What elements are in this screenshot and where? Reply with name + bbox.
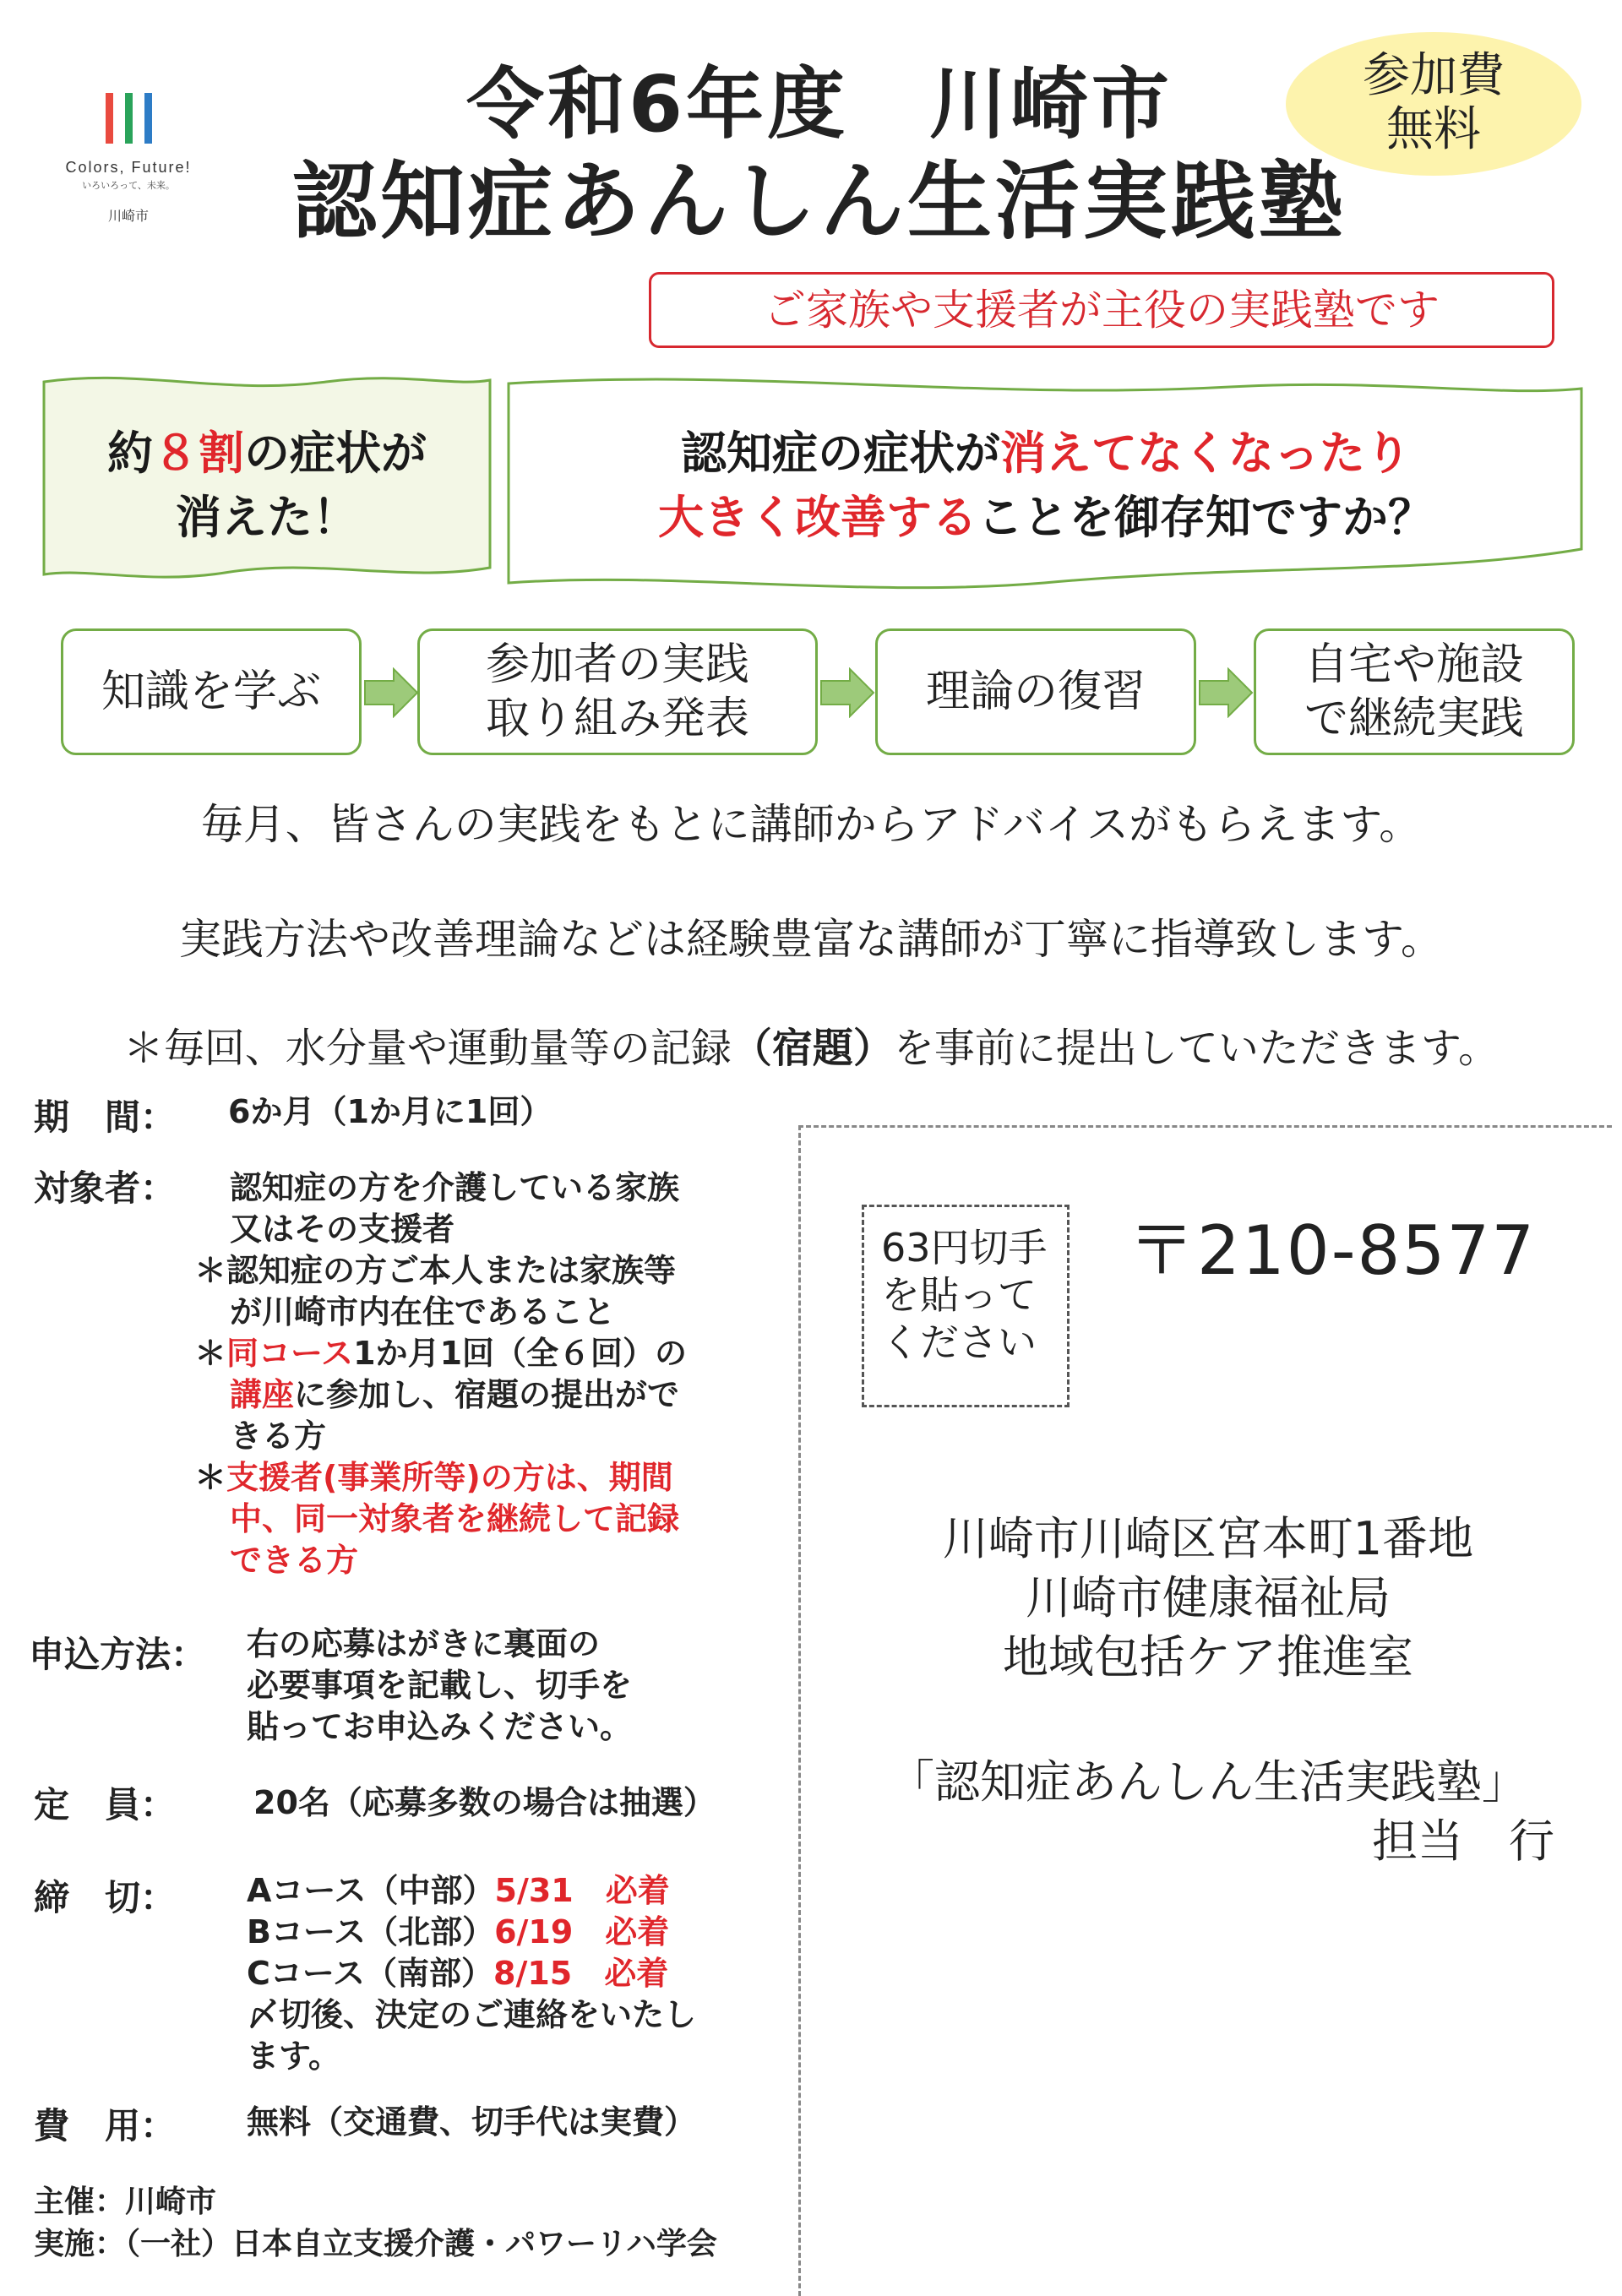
logo-tagline: Colors, Future! [65, 159, 192, 176]
banner-left [39, 372, 495, 583]
title-line2: 認知症あんしん生活実践塾 [292, 152, 1347, 251]
flow-step-learn: 知識を学ぶ [61, 628, 362, 755]
cost-value: 無料（交通費、切手代は実費） [247, 2103, 697, 2141]
apply-values [247, 1624, 632, 1748]
deadline-c: Cコース（南部）8/15 必着 [247, 1955, 669, 1992]
arrow-right-icon [819, 667, 875, 718]
target-line8: ＊支援者(事業所等)の方は、期間 [194, 1459, 673, 1496]
desc-line2: 実践方法や改善理論などは経験豊富な講師が丁寧に指導致します。 [179, 915, 1443, 964]
flow-step-review: 理論の復習 [875, 628, 1196, 755]
desc-line1: 毎月、皆さんの実践をもとに講師からアドバイスがもらえます。 [200, 800, 1422, 849]
arrow-right-icon [1198, 667, 1254, 718]
target-conditions [194, 1250, 687, 1581]
address-line5: 担当 行 [1372, 1814, 1554, 1868]
postal-code: 〒210-8577 [1128, 1211, 1537, 1290]
organizer: 実施：（一社）日本自立支援介護・パワーリハ学会 [34, 2227, 717, 2261]
banner-left-line1: 約８割の症状が [107, 427, 427, 480]
target-line5: ＊同コース1か月1回（全６回）の [194, 1335, 688, 1372]
deadline-a: Aコース（中部）5/31 必着 [247, 1872, 670, 1909]
apply-line3: 貼ってお申込みください。 [247, 1708, 633, 1745]
target-line10: できる方 [230, 1542, 359, 1579]
apply-line1: 右の応募はがきに裏面の [247, 1625, 601, 1662]
fee-badge [1286, 32, 1581, 176]
target-line9: 中、同一対象者を継続して記録 [230, 1500, 680, 1537]
logo-tagline-jp: いろいろって、未来。 [82, 180, 175, 191]
deadline-b: Bコース（北部）6/19 必着 [247, 1913, 670, 1951]
deadline-note2: ます。 [247, 2038, 340, 2075]
city-logo [61, 93, 196, 225]
capacity-label: 定 員： [34, 1784, 177, 1825]
logo-bars-icon [61, 93, 196, 144]
title-line1: 令和6年度 川崎市 [465, 59, 1173, 150]
stamp-line3: ください [881, 1319, 1037, 1365]
target-line7: きる方 [230, 1417, 327, 1455]
deadline-values [247, 1870, 696, 2077]
banner-right-line1: 認知症の症状が消えてなくなったり [681, 427, 1411, 480]
banner-right [503, 372, 1588, 591]
banner-right-line2: 大きく改善することを御存知ですか？ [658, 491, 1434, 544]
arrow-right-icon [363, 667, 419, 718]
period-label: 期 間： [34, 1096, 177, 1138]
target-label: 対象者： [34, 1167, 177, 1209]
stamp-box [862, 1205, 1070, 1407]
address-line1: 川崎市川崎区宮本町1番地 [942, 1512, 1474, 1565]
target-line3: ＊認知症の方ご本人または家族等 [194, 1252, 677, 1289]
address-line4: 「認知症あんしん生活実践塾」 [889, 1755, 1527, 1809]
cost-label: 費 用： [34, 2105, 177, 2146]
address-line3: 地域包括ケア推進室 [1003, 1630, 1413, 1684]
subtitle-box: ご家族や支援者が主役の実践塾です [649, 272, 1554, 348]
target-line2: 又はその支援者 [230, 1211, 455, 1248]
deadline-label: 締 切： [34, 1877, 177, 1918]
apply-line2: 必要事項を記載し、切手を [247, 1667, 633, 1704]
target-line4: が川崎市内在住であること [230, 1293, 616, 1330]
capacity-value: 20名（応募多数の場合は抽選） [253, 1784, 716, 1821]
stamp-line1: 63円切手 [881, 1225, 1048, 1270]
banner-left-line2: 消えた！ [176, 491, 358, 544]
target-line1: 認知症の方を介護している家族 [230, 1169, 680, 1206]
period-value: 6か月（1か月に1回） [228, 1093, 552, 1130]
flow-step-present: 参加者の実践 取り組み発表 [417, 628, 818, 755]
page-title [270, 57, 1369, 252]
deadline-note1: 〆切後、決定のご連絡をいたし [247, 1996, 697, 2033]
address-line2: 川崎市健康福祉局 [1026, 1571, 1391, 1624]
host: 主催：川崎市 [34, 2184, 217, 2219]
apply-label: 申込方法： [29, 1634, 207, 1675]
fee-value: 無料 [1386, 102, 1481, 157]
desc-line3: ＊毎回、水分量や運動量等の記録（宿題）を事前に提出していただきます。 [122, 1025, 1500, 1072]
flow-step-continue: 自宅や施設 で継続実践 [1254, 628, 1575, 755]
target-values [230, 1167, 679, 1250]
logo-city: 川崎市 [107, 208, 149, 224]
fee-label: 参加費 [1363, 48, 1505, 103]
target-line6: 講座に参加し、宿題の提出がで [230, 1376, 680, 1413]
stamp-line2: を貼って [881, 1272, 1037, 1318]
